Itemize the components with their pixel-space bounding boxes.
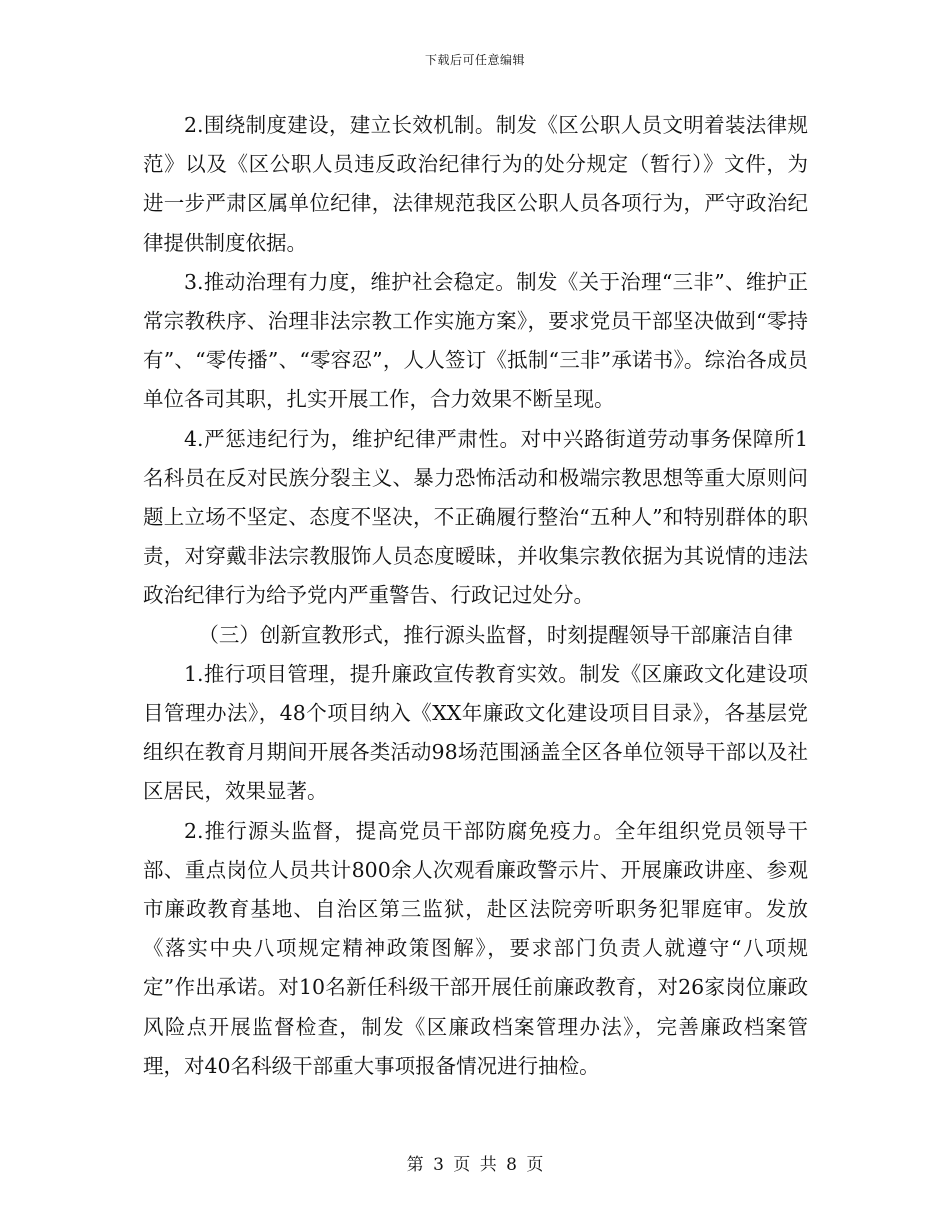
paragraph-governance: 3.推动治理有力度，维护社会稳定。制发《关于治理“三非”、维护正常宗教秩序、治理非法宗教工作实施方案》，要求党员干部坚决做到“零持有”、“零传播”、“零容忍”，人人签订《抵制“三非”承诺书》。综治各成员单位各司其职，扎实开展工作，合力效果不断呈现。: [143, 269, 808, 412]
paragraph-system-building: 2.围绕制度建设，建立长效机制。制发《区公职人员文明着装法律规范》以及《区公职人员违反政治纪律行为的处分规定（暂行）》文件，为进一步严肃区属单位纪律，法律规范我区公职人员各项行为，严守政治纪律提供制度依据。: [143, 113, 808, 255]
paragraph-project-management: 1.推行项目管理，提升廉政宣传教育实效。制发《区廉政文化建设项目管理办法》，48个项目纳入《XX年廉政文化建设项目目录》，各基层党组织在教育月期间开展各类活动98场范围涵盖全区各单位领导干部以及社区居民，效果显著。: [143, 661, 808, 804]
paragraph-source-supervision: 2.推行源头监督，提高党员干部防腐免疫力。全年组织党员领导干部、重点岗位人员共计800余人次观看廉政警示片、开展廉政讲座、参观市廉政教育基地、自治区第三监狱，赴区法院旁听职务犯罪庭审。发放《落实中央八项规定精神政策图解》，要求部门负责人就遵守“八项规定”作出承诺。对10名新任科级干部开展任前廉政教育，对26家岗位廉政风险点开展监督检查，制发《区廉政档案管理办法》，完善廉政档案管理，对40名科级干部重大事项报备情况进行抽检。: [143, 818, 808, 1078]
page-number-footer: 第 3 页 共 8 页: [406, 1155, 544, 1175]
section-heading: （三）创新宣教形式，推行源头监督，时刻提醒领导干部廉洁自律: [198, 622, 793, 647]
paragraph-discipline: 4.严惩违纪行为，维护纪律严肃性。对中兴路街道劳动事务保障所1名科员在反对民族分裂主义、暴力恐怖活动和极端宗教思想等重大原则问题上立场不坚定、态度不坚决，不正确履行整治“五种人”和特别群体的职责，对穿戴非法宗教服饰人员态度暧昧，并收集宗教依据为其说情的违法政治纪律行为给予党内严重警告、行政记过处分。: [143, 426, 808, 608]
document-body: [143, 106, 808, 1086]
page-header: 下载后可任意编辑: [424, 53, 525, 67]
